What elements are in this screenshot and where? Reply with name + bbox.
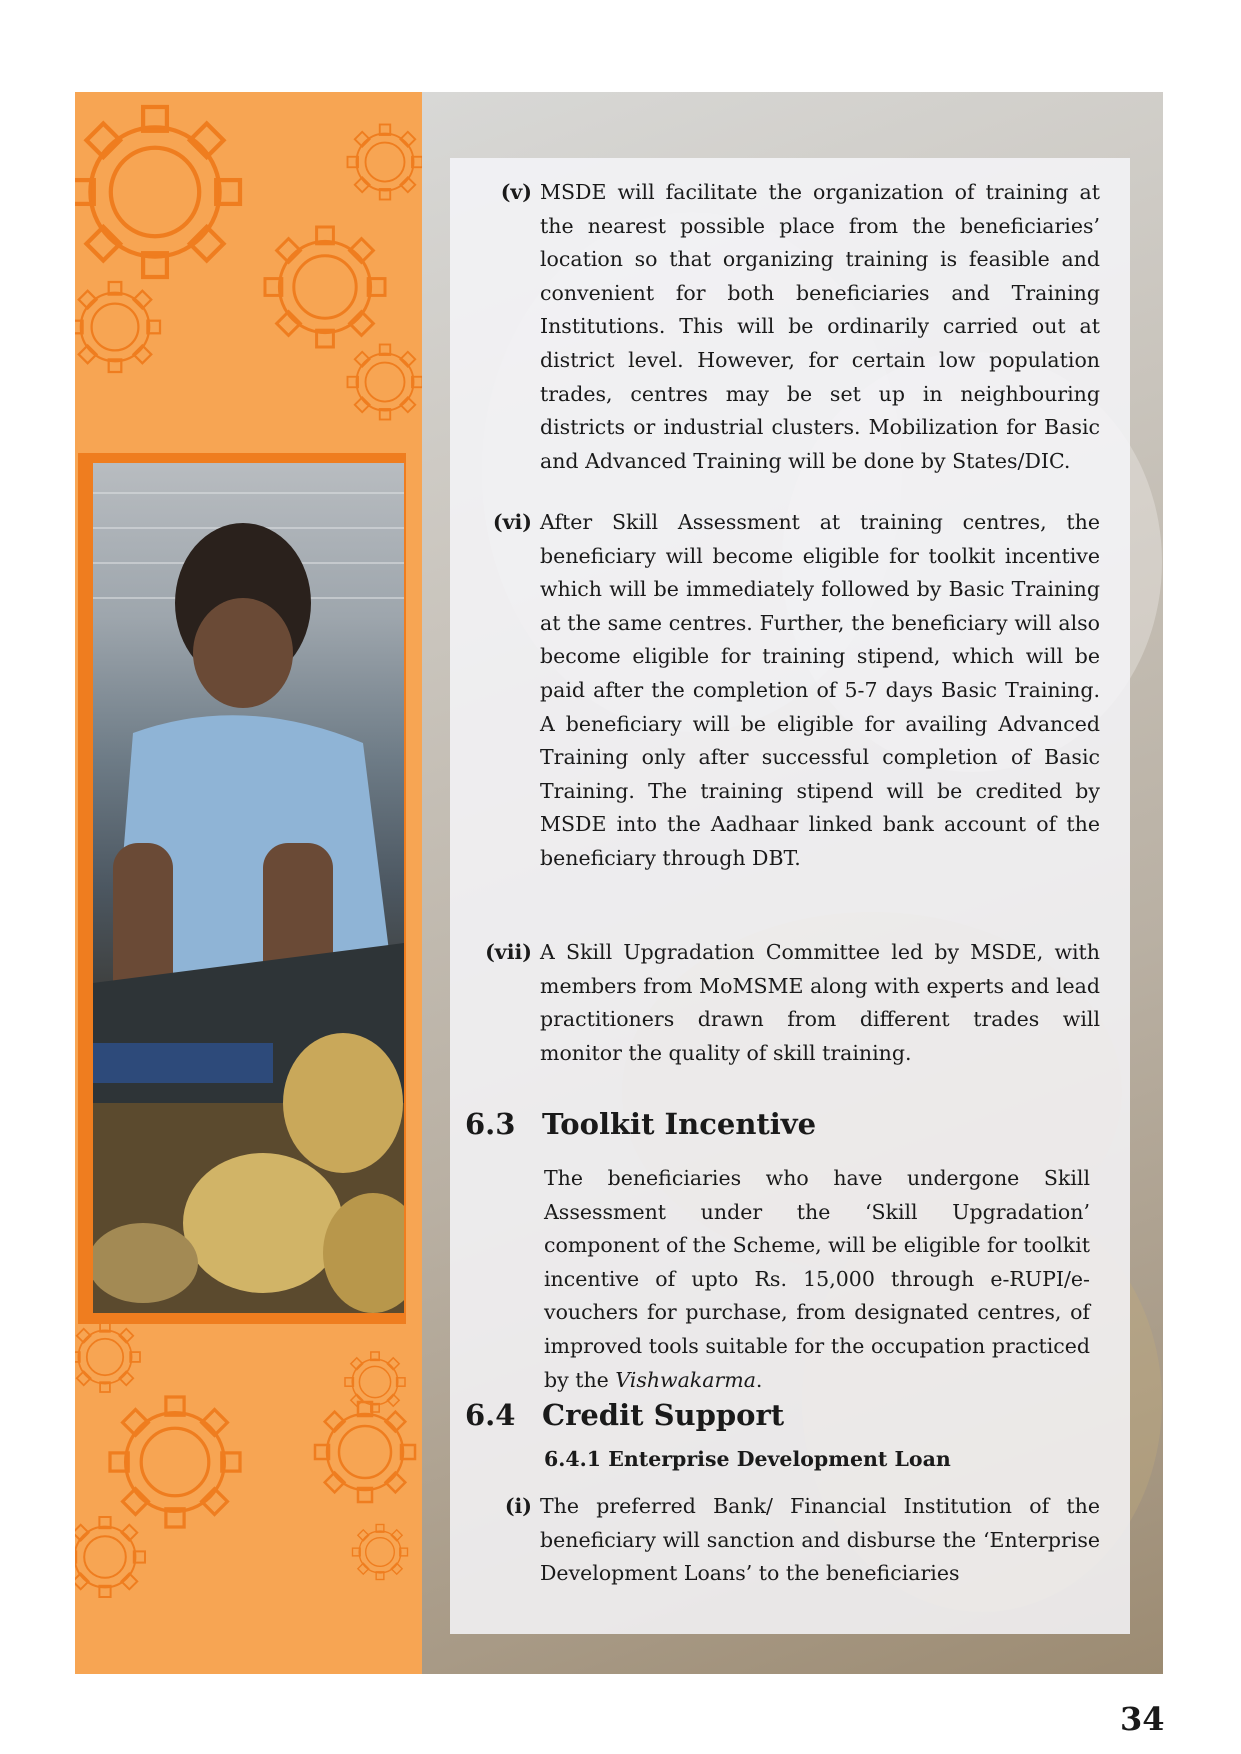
gear-icon bbox=[110, 1397, 240, 1527]
list-item-text: A Skill Upgradation Committee led by MSDE, with members from MoMSME along with experts and lead practitioners drawn from different trades will monitor the quality of skill training. bbox=[540, 940, 1100, 1065]
gear-icon bbox=[353, 1525, 408, 1580]
list-item-text: The preferred Bank/ Financial Institution of the beneficiary will sanction and disburse the ‘Enterprise Development Loans’ to the beneficiaries bbox=[540, 1494, 1100, 1586]
gear-icon bbox=[75, 107, 240, 277]
list-item-vii bbox=[485, 936, 1100, 1070]
section-title: Toolkit Incentive bbox=[542, 1107, 817, 1141]
list-item-i bbox=[504, 1490, 1100, 1591]
section-paragraph bbox=[544, 1162, 1090, 1397]
gear-icon bbox=[75, 1322, 140, 1392]
list-item-vi bbox=[492, 506, 1100, 876]
gear-icon bbox=[75, 282, 160, 372]
italic-term: Vishwakarma bbox=[615, 1367, 756, 1392]
list-marker: (i) bbox=[504, 1494, 532, 1518]
list-marker: (vii) bbox=[485, 940, 532, 964]
list-item-text: After Skill Assessment at training centres, the beneficiary will become eligible for toolkit incentive which will be immediately followed by Basic Training at the same centres. Further, the beneficiary will also become eligible for training stipend, which will be paid after the completion of 5-7 days Basic Training. A beneficiary will be eligible for availing Advanced Training only after successful completion of Basic Training. The training stipend will be credited by MSDE into the Aadhaar linked bank account of the beneficiary through DBT. bbox=[540, 510, 1100, 870]
paragraph-end: . bbox=[755, 1367, 763, 1392]
list-marker: (vi) bbox=[492, 510, 532, 534]
paragraph-text: The beneficiaries who have undergone Skill Assessment under the ‘Skill Upgradation’ component of the Scheme, will be eligible for toolkit incentive of upto Rs. 15,000 through e-RUPI/e-vouchers for purchase, from designated centres, of improved tools suitable for the occupation practiced by the bbox=[544, 1166, 1090, 1392]
gear-icon bbox=[75, 1517, 145, 1597]
list-item-v bbox=[500, 176, 1100, 478]
section-title: Credit Support bbox=[542, 1398, 785, 1432]
gear-icon bbox=[345, 1352, 405, 1412]
gear-icon bbox=[348, 125, 423, 200]
list-marker: (v) bbox=[500, 180, 532, 204]
gear-icon bbox=[348, 345, 423, 420]
section-number: 6.3 bbox=[465, 1107, 516, 1141]
list-item-text: MSDE will facilitate the organization of training at the nearest possible place from the beneficiaries’ location so that organizing training is feasible and convenient for both beneficiaries and Training Institutions. This will be ordinarily carried out at district level. However, for certain low population trades, centres may be set up in neighbouring districts or industrial clusters. Mobilization for Basic and Advanced Training will be done by States/DIC. bbox=[540, 180, 1100, 473]
gear-icon bbox=[315, 1402, 415, 1502]
subsection-heading: 6.4.1 Enterprise Development Loan bbox=[544, 1447, 951, 1471]
worker-photo bbox=[93, 463, 404, 1313]
gear-icon bbox=[265, 227, 385, 347]
page-number: 34 bbox=[1120, 1700, 1165, 1738]
section-number: 6.4 bbox=[465, 1398, 516, 1432]
